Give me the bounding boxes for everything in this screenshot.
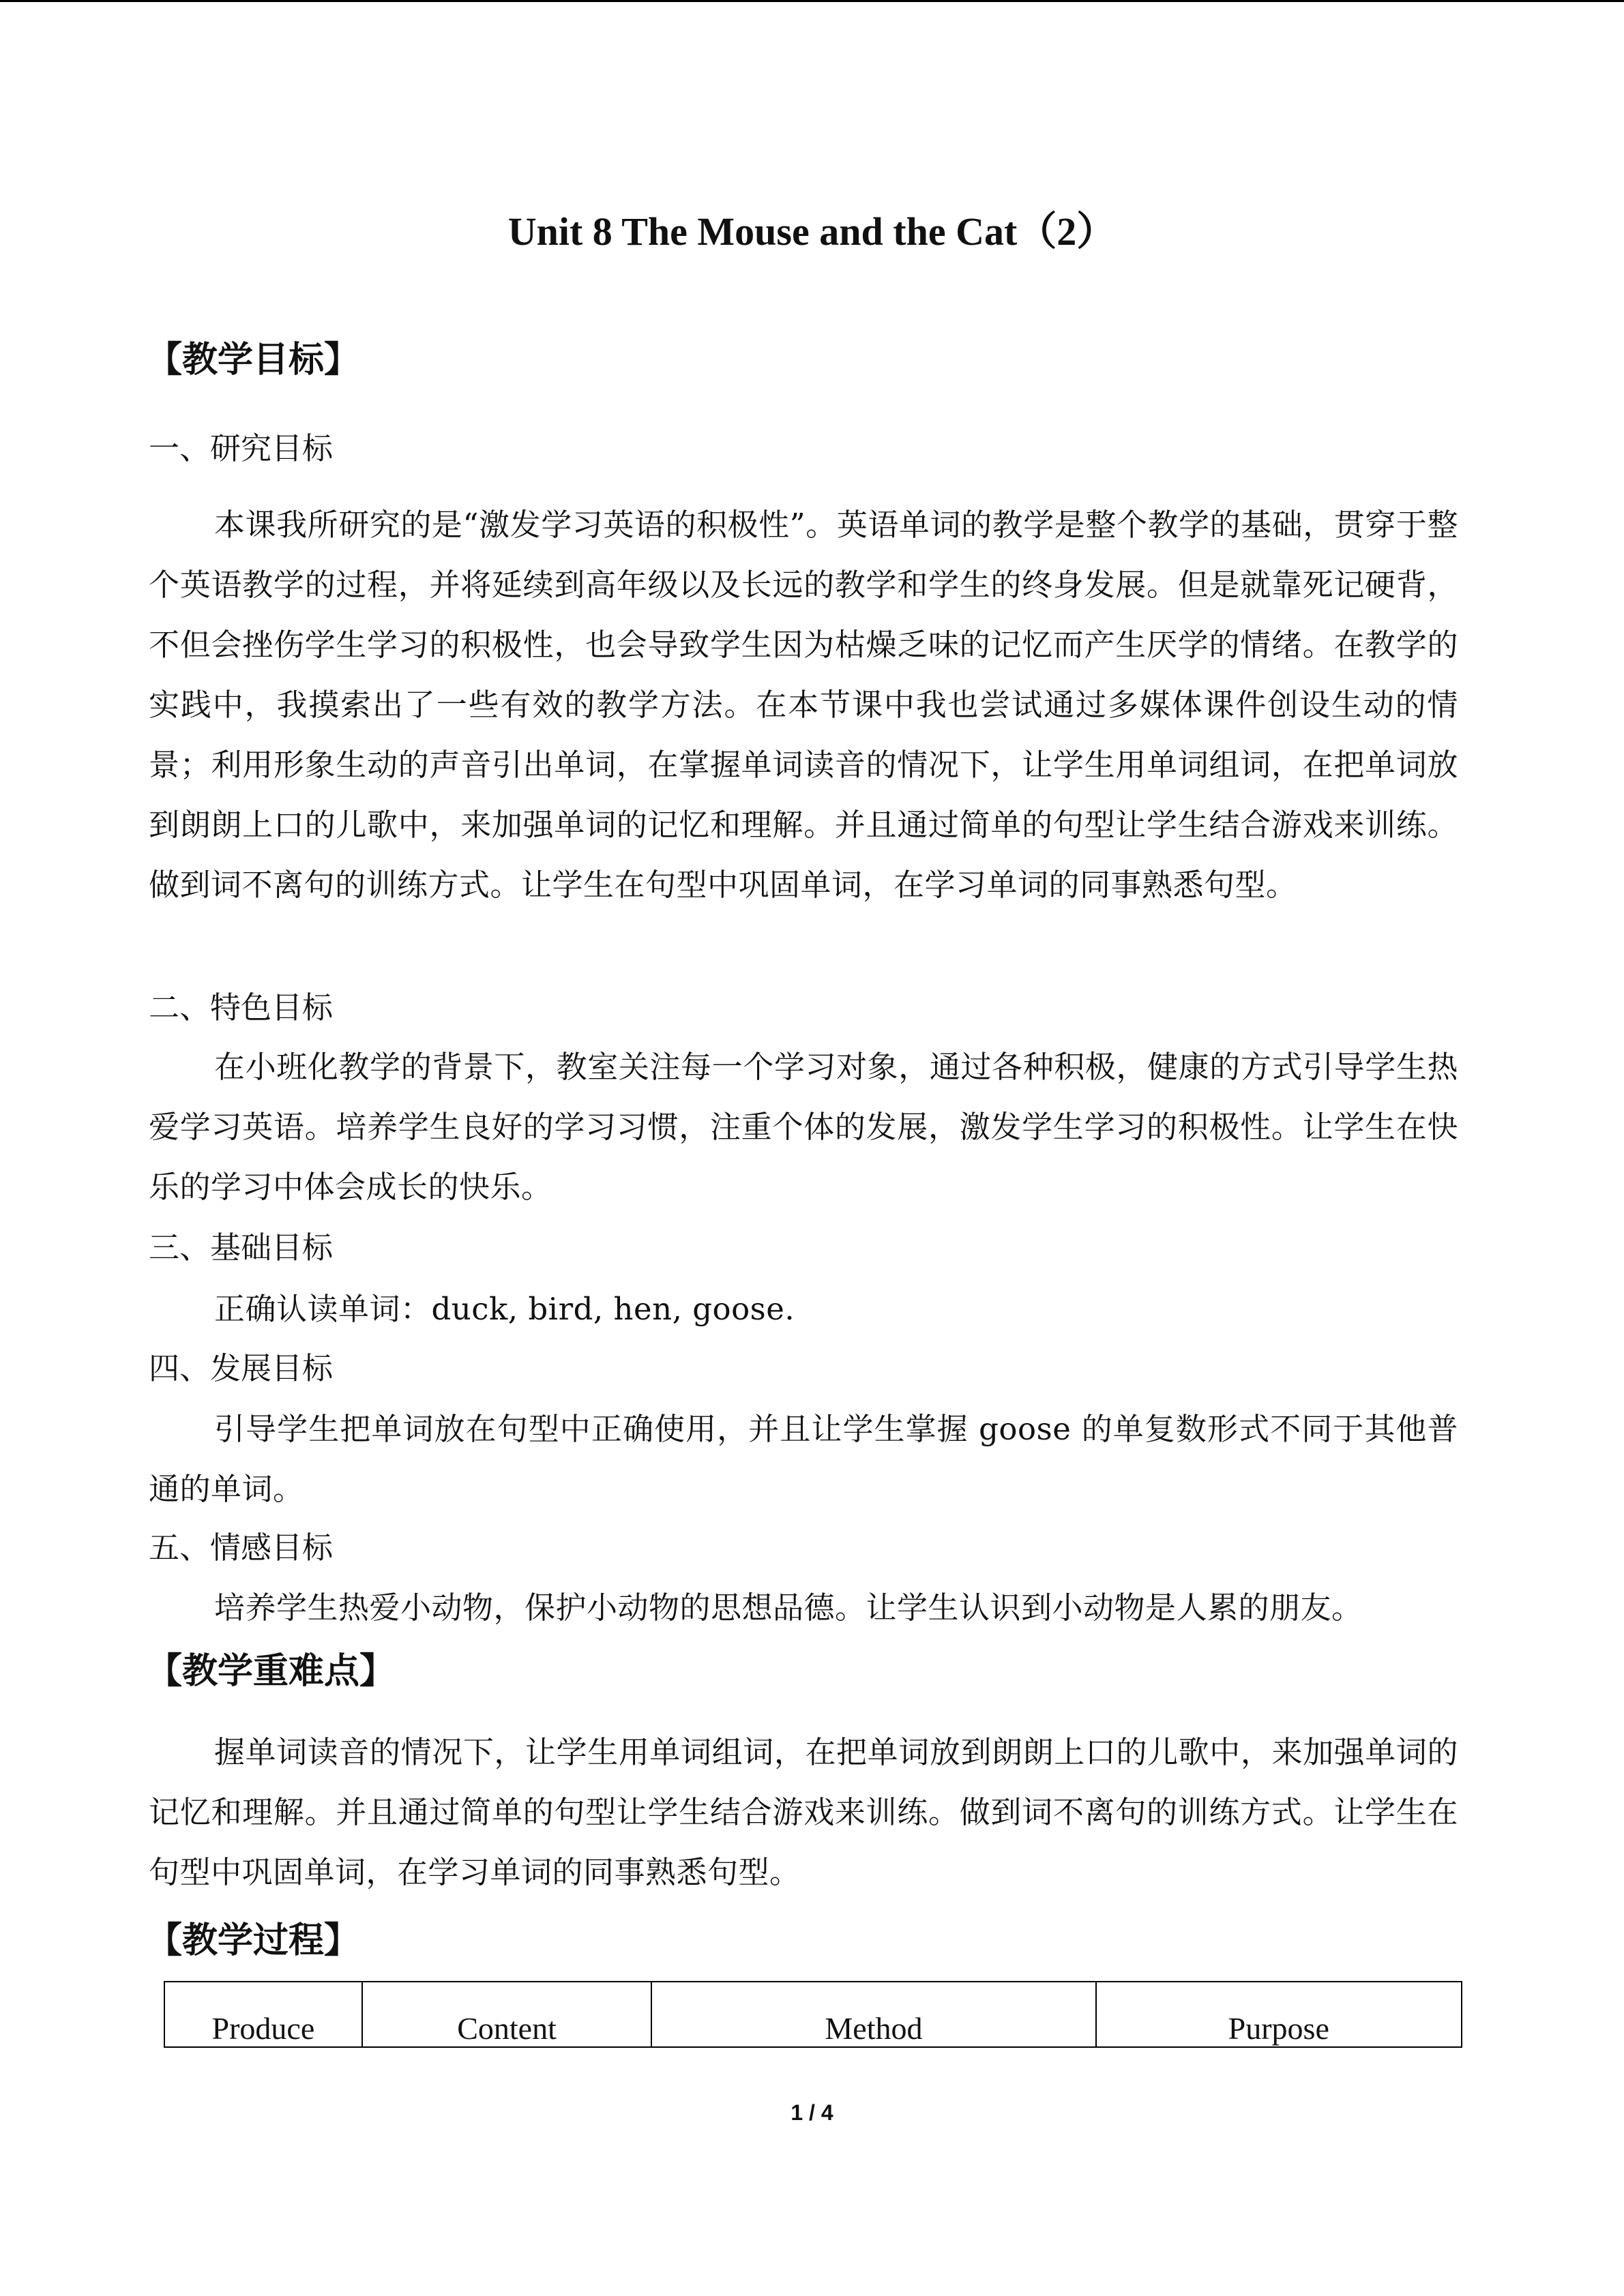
document-title: Unit 8 The Mouse and the Cat（2） — [507, 209, 1117, 254]
key-points-heading: 【教学重难点】 — [147, 1651, 396, 1692]
table-header-content: Content — [362, 1982, 652, 2047]
process-heading: 【教学过程】 — [147, 1920, 360, 1961]
table-header-purpose: Purpose — [1096, 1982, 1462, 2047]
feature-paragraph: 在小班化教学的背景下，教室关注每一个学习对象，通过各种积极，健康的方式引导学生热爱学习英语。培养学生良好的学习习惯，注重个体的发展，激发学生学习的积极性。让学生在快乐的学习中体会成长的快乐。 — [149, 1049, 1458, 1205]
emotion-heading: 五、情感目标 — [149, 1530, 334, 1566]
key-points-paragraph: 握单词读音的情况下，让学生用单词组词，在把单词放到朗朗上口的儿歌中，来加强单词的记忆和理解。并且通过简单的句型让学生结合游戏来训练。做到词不离句的训练方式。让学生在句型中巩固单词，在学习单词的同事熟悉句型。 — [149, 1734, 1458, 1890]
table-header-produce: Produce — [164, 1982, 362, 2047]
development-paragraph: 引导学生把单词放在句型中正确使用，并且让学生掌握 goose 的单复数形式不同于其他普通的单词。 — [149, 1411, 1458, 1507]
development-heading: 四、发展目标 — [149, 1350, 334, 1386]
objectives-heading: 【教学目标】 — [147, 340, 360, 381]
research-paragraph: 本课我所研究的是“激发学习英语的积极性”。英语单词的教学是整个教学的基础，贯穿于整个英语教学的过程，并将延续到高年级以及长远的教学和学生的终身发展。但是就靠死记硬背，不但会挫伤学生学习的积极性，也会导致学生因为枯燥乏味的记忆而产生厌学的情绪。在教学的实践中，我摸索出了一些有效的教学方法。在本节课中我也尝试通过多媒体课件创设生动的情景；利用形象生动的声音引出单词，在掌握单词读音的情况下，让学生用单词组词，在把单词放到朗朗上口的儿歌中，来加强单词的记忆和理解。并且通过简单的句型让学生结合游戏来训练。做到词不离句的训练方式。让学生在句型中巩固单词，在学习单词的同事熟悉句型。 — [149, 507, 1458, 903]
feature-heading: 二、特色目标 — [149, 989, 334, 1026]
table-header-method: Method — [651, 1982, 1095, 2047]
research-heading: 一、研究目标 — [149, 430, 334, 466]
process-table — [164, 1981, 1462, 2048]
page-number: 1 / 4 — [791, 2100, 833, 2125]
basic-heading: 三、基础目标 — [149, 1229, 334, 1266]
table-header-row — [164, 1982, 1462, 2047]
basic-paragraph: 正确认读单词：duck, bird, hen, goose. — [214, 1291, 795, 1327]
emotion-paragraph: 培养学生热爱小动物，保护小动物的思想品德。让学生认识到小动物是人累的朋友。 — [214, 1590, 1363, 1626]
